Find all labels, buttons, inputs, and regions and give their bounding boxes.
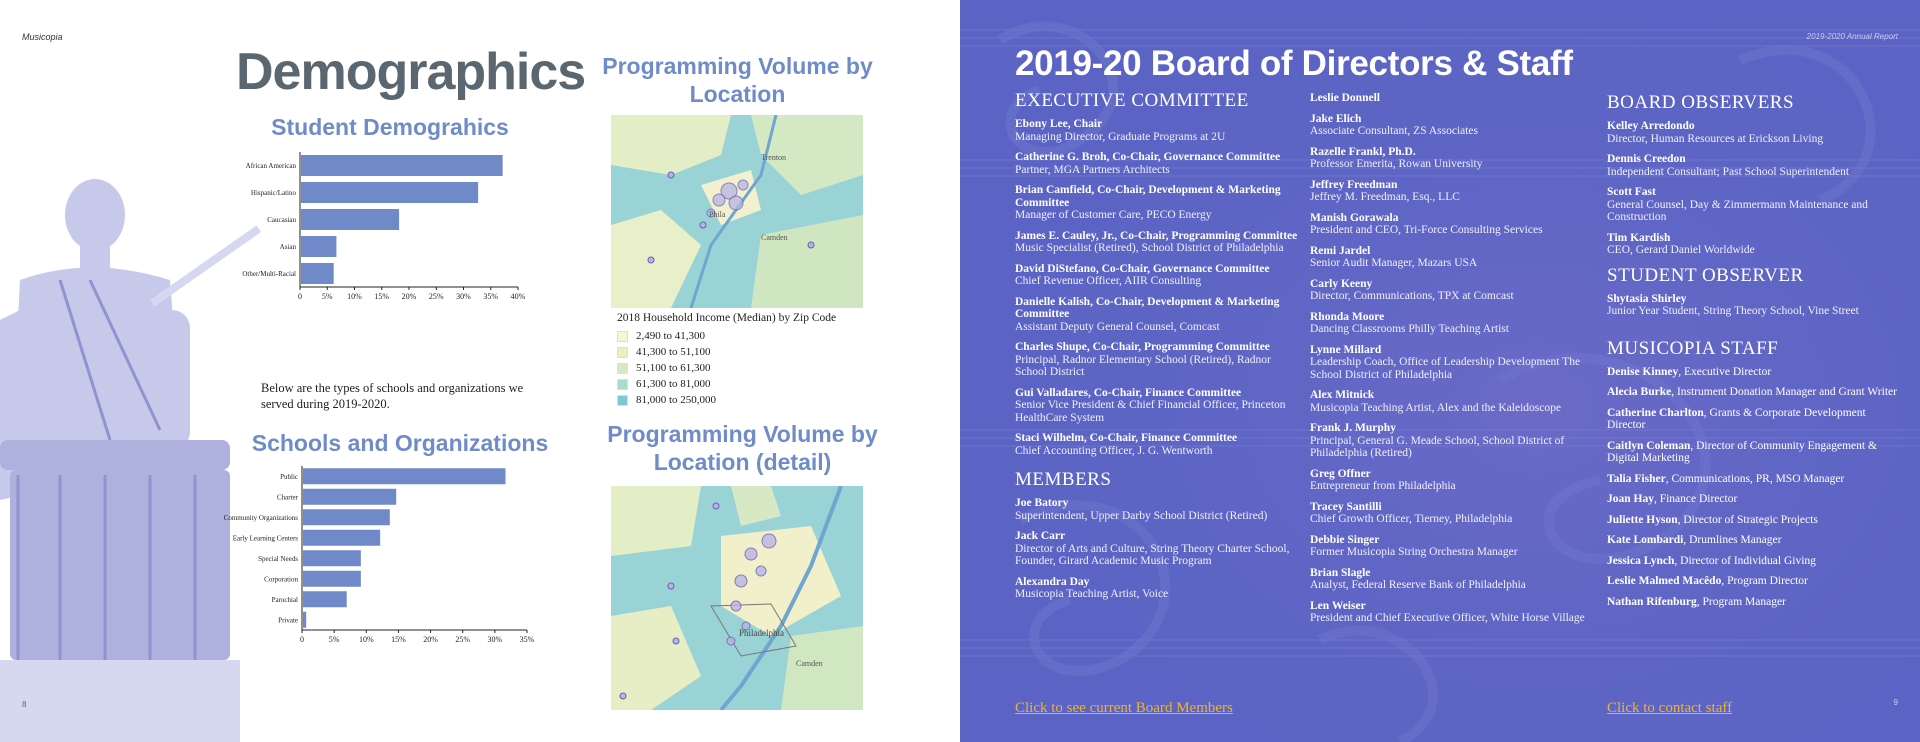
tick-label: 15%	[374, 292, 390, 301]
member-entry	[1310, 113, 1600, 138]
executive-entry	[1015, 341, 1305, 379]
bar	[301, 182, 478, 203]
map2-label-camden: Camden	[796, 659, 823, 668]
person-name: Rhonda Moore	[1310, 310, 1385, 323]
person-name: Greg Offner	[1310, 467, 1371, 480]
category-label: Hispanic/Latino	[250, 189, 296, 197]
person-role: Entrepreneur from Philadelphia	[1310, 480, 1456, 492]
page-number-left: 8	[22, 700, 27, 709]
member-entry	[1310, 245, 1600, 270]
member-entry	[1310, 534, 1600, 559]
legend-label: 41,300 to 51,100	[636, 346, 711, 358]
person-name: Scott Fast	[1607, 186, 1656, 198]
executive-entry	[1015, 118, 1305, 143]
tick-label: 35%	[519, 635, 535, 644]
person-role: Former Musicopia String Orchestra Manager	[1310, 546, 1518, 558]
person-name: Joe Batory	[1015, 497, 1069, 509]
staff-role: , Program Director	[1721, 575, 1808, 587]
person-name: Razelle Frankl, Ph.D.	[1310, 145, 1416, 158]
map1-label-phila: Phila	[709, 210, 726, 219]
executive-entry	[1015, 184, 1305, 222]
staff-entry	[1607, 386, 1902, 399]
income-legend	[617, 312, 877, 408]
map-title-volume: Programming Volume by Location	[602, 53, 873, 107]
person-role: Chief Accounting Officer, J. G. Wentworth	[1015, 444, 1213, 457]
student-demographics-chart	[210, 148, 540, 310]
page-title: Demographics	[236, 43, 586, 101]
member-entry	[1310, 278, 1600, 303]
bar	[303, 468, 506, 484]
bar	[303, 530, 380, 546]
person-name: Jack Carr	[1015, 530, 1066, 542]
person-role: Musicopia Teaching Artist, Alex and the Kaleidoscope	[1310, 401, 1561, 414]
executive-entry	[1015, 263, 1305, 288]
column-members	[1310, 92, 1600, 633]
person-role: Director, Human Resources at Erickson Living	[1607, 132, 1824, 145]
staff-entry	[1607, 366, 1902, 379]
legend-item	[617, 328, 877, 344]
observer-entry	[1607, 186, 1902, 224]
person-role: Music Specialist (Retired), School District of Philadelphia	[1015, 242, 1284, 254]
person-name: Manish Gorawala	[1310, 211, 1399, 224]
bar	[301, 236, 336, 257]
legend-swatch	[617, 347, 628, 358]
bar	[301, 263, 334, 284]
person-name: David DiStefano, Co-Chair, Governance Committee	[1015, 262, 1270, 275]
person-role: Superintendent, Upper Darby School District (Retired)	[1015, 509, 1268, 522]
person-role: Associate Consultant, ZS Associates	[1310, 125, 1479, 137]
staff-role: , Drumlines Manager	[1683, 534, 1782, 546]
bar	[301, 155, 503, 176]
legend-label: 51,100 to 61,300	[636, 362, 711, 374]
right-page	[960, 0, 1920, 742]
tick-label: 5%	[321, 292, 333, 301]
staff-name: Joan Hay	[1607, 493, 1654, 505]
staff-entry	[1607, 555, 1902, 568]
member-entry	[1310, 179, 1600, 204]
person-role: Senior Audit Manager, Mazars USA	[1310, 257, 1478, 269]
tick-label: 25%	[455, 635, 471, 644]
bar	[303, 612, 306, 628]
staff-name: Juliette Hyson	[1607, 513, 1678, 526]
legend-label: 61,300 to 81,000	[636, 378, 711, 390]
member-entry	[1310, 311, 1600, 336]
member-entry	[1310, 468, 1600, 493]
person-role: Director of Arts and Culture, String Theory Charter School, Founder, Girard Academic Music Program	[1015, 542, 1290, 567]
person-role: Independent Consultant; Past School Superintendent	[1607, 165, 1850, 178]
staff-name: Nathan Rifenburg	[1607, 595, 1697, 608]
tick-label: 30%	[456, 292, 471, 301]
tick-label: 5%	[328, 635, 340, 644]
tick-label: 35%	[483, 292, 499, 301]
section-heading-observers: BOARD OBSERVERS	[1607, 92, 1795, 113]
person-name: Shytasia Shirley	[1607, 292, 1687, 305]
legend-swatch	[617, 331, 628, 342]
section-heading-members: MEMBERS	[1015, 469, 1112, 490]
bar	[303, 571, 361, 587]
bar	[303, 591, 347, 607]
person-name: James E. Cauley, Jr., Co-Chair, Programming Committee	[1015, 229, 1298, 242]
person-role: Musicopia Teaching Artist, Voice	[1015, 588, 1169, 600]
person-name: Staci Wilhelm, Co-Chair, Finance Committee	[1015, 432, 1238, 444]
category-label: Private	[278, 616, 298, 625]
person-role: Partner, MGA Partners Architects	[1015, 163, 1170, 176]
person-role: President and CEO, Tri-Force Consulting Services	[1310, 224, 1543, 236]
executive-entry	[1015, 151, 1305, 176]
staff-role: , Director of Strategic Projects	[1677, 513, 1818, 526]
person-name: Gui Valladares, Co-Chair, Finance Committee	[1015, 386, 1242, 399]
tick-label: 20%	[423, 635, 438, 644]
person-name: Len Weiser	[1310, 599, 1366, 612]
member-entry	[1310, 146, 1600, 171]
legend-item	[617, 392, 877, 408]
person-role: Managing Director, Graduate Programs at 2U	[1015, 130, 1226, 143]
staff-role: , Instrument Donation Manager and Grant Writer	[1671, 386, 1897, 398]
tick-label: 0	[298, 292, 302, 301]
staff-name: Alecia Burke	[1607, 386, 1672, 398]
legend-item	[617, 376, 877, 392]
person-name: Jeffrey Freedman	[1310, 178, 1398, 191]
observer-entry	[1607, 232, 1902, 257]
person-role: Jeffrey M. Freedman, Esq., LLC	[1310, 191, 1460, 203]
staff-role: , Executive Director	[1678, 365, 1772, 378]
person-role: Junior Year Student, String Theory School, Vine Street	[1607, 305, 1859, 317]
staff-role: , Program Manager	[1696, 595, 1786, 608]
bar	[301, 209, 399, 230]
category-label: Other/Multi-Racial	[242, 270, 296, 278]
tick-label: 25%	[428, 292, 444, 301]
person-name: Alex Mitnick	[1310, 389, 1375, 401]
person-name: Remi Jardel	[1310, 244, 1371, 257]
staff-role: , Communications, PR, MSO Manager	[1665, 472, 1845, 485]
tick-label: 10%	[347, 292, 362, 301]
person-role: President and Chief Executive Officer, White Horse Village	[1310, 612, 1585, 624]
person-name: Lynne Millard	[1310, 343, 1382, 356]
member-entry	[1310, 92, 1600, 105]
member-entry	[1310, 501, 1600, 526]
staff-name: Talia Fisher	[1607, 472, 1666, 485]
member-entry	[1310, 422, 1600, 460]
category-label: Charter	[277, 493, 298, 502]
observer-entry	[1607, 153, 1902, 178]
person-role: Leadership Coach, Office of Leadership Development The School District of Philadelphia	[1310, 356, 1581, 381]
section-heading-staff: MUSICOPIA STAFF	[1607, 337, 1779, 359]
person-name: Ebony Lee, Chair	[1015, 118, 1103, 130]
legend-swatch	[617, 379, 628, 390]
staff-entry	[1607, 534, 1902, 547]
person-name: Jake Elich	[1310, 112, 1362, 125]
column-observers-staff	[1607, 92, 1902, 616]
staff-name: Leslie Malmed Macêdo	[1607, 575, 1722, 587]
person-name: Leslie Donnell	[1310, 92, 1380, 104]
chart-title-student: Student Demograhics	[271, 114, 509, 140]
tick-label: 30%	[487, 635, 503, 644]
programming-volume-map	[611, 115, 863, 308]
column-executive	[1015, 90, 1305, 609]
category-label: Corporation	[264, 575, 298, 584]
member-entry	[1310, 567, 1600, 592]
person-name: Tracey Santilli	[1310, 500, 1382, 513]
legend-swatch	[617, 363, 628, 374]
person-name: Frank J. Murphy	[1310, 422, 1396, 434]
page-title: 2019-20 Board of Directors & Staff	[1015, 44, 1573, 83]
category-label: Asian	[279, 243, 296, 251]
staff-entry	[1607, 493, 1902, 506]
running-head-right: 2019-2020 Annual Report	[1806, 32, 1898, 41]
person-role: General Counsel, Day & Zimmermann Maintenance and Construction	[1607, 198, 1868, 223]
running-head-left: Musicopia	[22, 32, 63, 42]
staff-entry	[1607, 407, 1902, 432]
person-name: Tim Kardish	[1607, 231, 1671, 244]
staff-name: Jessica Lynch	[1607, 554, 1675, 567]
person-role: Principal, Radnor Elementary School (Retired), Radnor School District	[1015, 353, 1271, 378]
staff-entry	[1607, 473, 1902, 486]
person-name: Dennis Creedon	[1607, 153, 1686, 165]
staff-entry	[1607, 596, 1902, 609]
member-entry	[1310, 344, 1600, 382]
person-name: Brian Camfield, Co-Chair, Development & Marketing Committee	[1015, 184, 1281, 209]
programming-volume-detail-map	[611, 486, 863, 710]
category-label: Public	[280, 472, 298, 481]
person-role: Professor Emerita, Rowan University	[1310, 158, 1483, 170]
staff-name: Caitlyn Coleman	[1607, 439, 1691, 452]
student-observer-entry	[1607, 293, 1902, 318]
section-heading-student: STUDENT OBSERVER	[1607, 264, 1804, 286]
tick-label: 15%	[391, 635, 406, 644]
bar	[303, 509, 390, 525]
category-label: Community Organizations	[223, 513, 298, 522]
intro-text: Below are the types of schools and organizations we served during 2019-2020.	[261, 381, 524, 411]
category-label: Early Learning Centers	[232, 534, 298, 543]
member-entry	[1310, 212, 1600, 237]
legend-item	[617, 360, 877, 376]
staff-name: Catherine Charlton	[1607, 406, 1704, 419]
person-name: Brian Slagle	[1310, 566, 1371, 579]
executive-entry	[1015, 387, 1305, 425]
member-entry	[1310, 389, 1600, 414]
map1-label-trenton: Trenton	[761, 153, 787, 162]
person-role: Analyst, Federal Reserve Bank of Philadelphia	[1310, 579, 1526, 591]
person-name: Alexandra Day	[1015, 575, 1090, 588]
observer-entry	[1607, 120, 1902, 145]
person-role: Manager of Customer Care, PECO Energy	[1015, 209, 1212, 221]
category-label: Special Needs	[258, 554, 298, 563]
tick-label: 0	[300, 635, 304, 644]
person-role: CEO, Gerard Daniel Worldwide	[1607, 244, 1755, 256]
member-entry	[1015, 497, 1305, 522]
schools-organizations-chart	[190, 462, 540, 658]
person-role: Director, Communications, TPX at Comcast	[1310, 290, 1514, 302]
section-heading-executive: EXECUTIVE COMMITTEE	[1015, 90, 1249, 111]
legend-swatch	[617, 395, 628, 406]
executive-entry	[1015, 432, 1305, 457]
chart-title-schools: Schools and Organizations	[251, 430, 549, 456]
staff-role: , Director of Community Engagement & Digital Marketing	[1607, 439, 1877, 464]
person-role: Chief Revenue Officer, AIIR Consulting	[1015, 275, 1202, 287]
tick-label: 20%	[401, 292, 417, 301]
staff-entry	[1607, 575, 1902, 588]
legend-label: 2,490 to 41,300	[636, 330, 706, 342]
map2-label-philadelphia: Philadelphia	[739, 628, 784, 638]
bar	[303, 489, 396, 505]
member-entry	[1015, 530, 1305, 568]
person-name: Danielle Kalish, Co-Chair, Development & Marketing Committee	[1015, 295, 1280, 320]
staff-role: , Director of Individual Giving	[1674, 554, 1816, 567]
category-label: Parochial	[271, 595, 298, 604]
person-name: Kelley Arredondo	[1607, 120, 1695, 132]
staff-role: , Grants & Corporate Development Director	[1607, 406, 1866, 431]
staff-name: Kate Lombardi	[1607, 534, 1684, 546]
person-role: Chief Growth Officer, Tierney, Philadelphia	[1310, 513, 1513, 525]
person-role: Dancing Classrooms Philly Teaching Artist	[1310, 323, 1509, 335]
tick-label: 10%	[358, 635, 374, 644]
staff-name: Denise Kinney	[1607, 365, 1679, 378]
bar	[303, 550, 361, 566]
tick-label: 40%	[510, 292, 526, 301]
person-role: Senior Vice President & Chief Financial Officer, Princeton HealthCare System	[1015, 399, 1286, 424]
person-name: Catherine G. Broh, Co-Chair, Governance Committee	[1015, 151, 1281, 163]
person-role: Principal, General G. Meade School, School District of Philadelphia (Retired)	[1310, 434, 1565, 459]
member-entry	[1310, 600, 1600, 625]
category-label: Caucasian	[267, 216, 296, 224]
map1-label-camden: Camden	[761, 233, 788, 242]
executive-entry	[1015, 230, 1305, 255]
person-name: Debbie Singer	[1310, 533, 1380, 546]
contact-staff-link[interactable]: Click to contact staff	[1607, 700, 1733, 716]
person-name: Charles Shupe, Co-Chair, Programming Committee	[1015, 341, 1270, 353]
legend-label: 81,000 to 250,000	[636, 394, 717, 406]
page-number-right: 9	[1893, 698, 1898, 707]
executive-entry	[1015, 296, 1305, 334]
legend-item	[617, 344, 877, 360]
map-title-volume-detail: Programming Volume by Location (detail)	[607, 421, 878, 475]
category-label: African American	[245, 162, 296, 170]
staff-role: , Finance Director	[1653, 493, 1738, 505]
member-entry	[1015, 576, 1305, 601]
person-role: Assistant Deputy General Counsel, Comcast	[1015, 320, 1220, 333]
board-members-link[interactable]: Click to see current Board Members	[1015, 700, 1233, 716]
person-name: Carly Keeny	[1310, 277, 1373, 290]
staff-entry	[1607, 440, 1902, 465]
staff-entry	[1607, 514, 1902, 527]
legend-title: 2018 Household Income (Median) by Zip Code	[617, 312, 837, 324]
